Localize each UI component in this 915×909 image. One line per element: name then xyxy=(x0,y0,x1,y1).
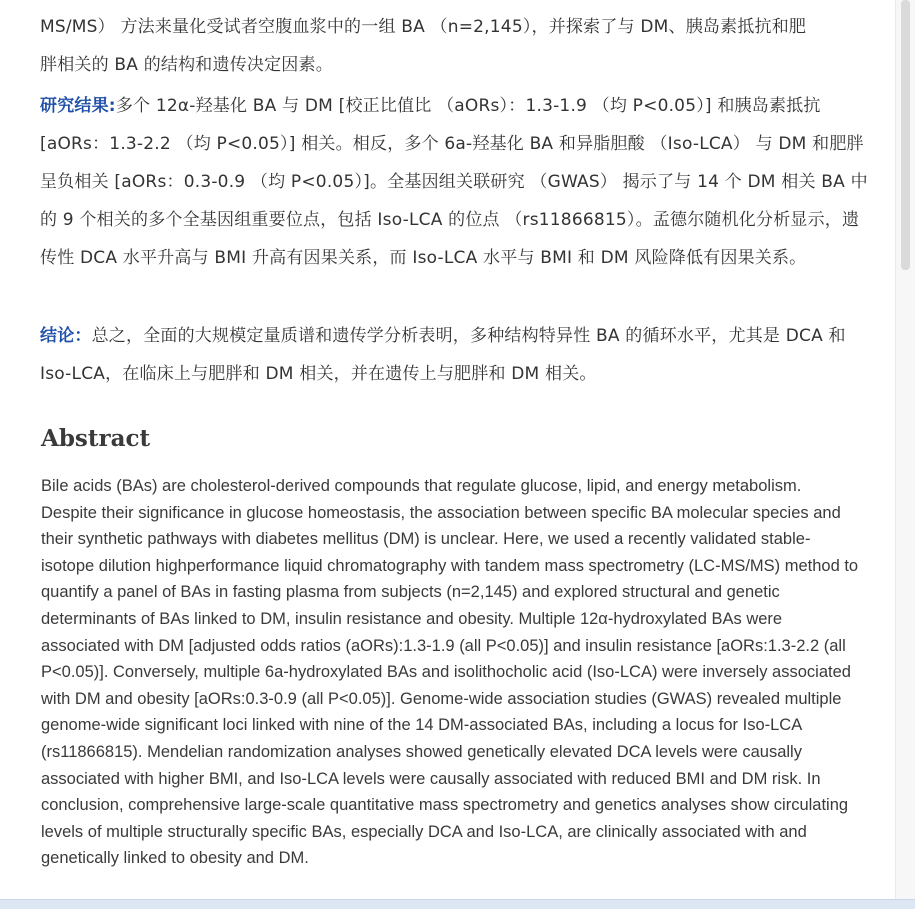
chinese-intro-line-1: MS/MS） 方法来量化受试者空腹血浆中的一组 BA （n=2,145），并探索了与 DM、胰岛素抵抗和肥 xyxy=(40,17,807,37)
scrollbar-thumb[interactable] xyxy=(901,0,910,270)
conclusion-label: 结论： xyxy=(40,326,92,346)
abstract-body: Bile acids (BAs) are cholesterol-derived compounds that regulate glucose, lipid, and energy metabolism. Despite their significance in glucose homeostasis, the association between specific BA molecular species and their synthetic pathways with diabetes mellitus (DM) is unclear. Here, we used a recently validated stable-isotope dilution highperformance liquid chromatography with tandem mass spectrometry (LC-MS/MS) method to quantify a panel of BAs in fasting plasma from subjects (n=2,145) and explored structural and genetic determinants of BAs linked to DM, insulin resistance and obesity. Multiple 12α-hydroxylated BAs were associated with DM [adjusted odds ratios (aORs):1.3-1.9 (all P<0.05)] and insulin resistance [aORs:1.3-2.2 (all P<0.05)]. Conversely, multiple 6a-hydroxylated BAs and isolithocholic acid (Iso-LCA) were inversely associated with DM and obesity [aORs:0.3-0.9 (all P<0.05)]. Genome-wide association studies (GWAS) revealed multiple genome-wide significant loci linked with nine of the 14 DM-associated BAs, including a locus for Iso-LCA (rs11866815). Mendelian randomization analyses showed genetically elevated DCA levels were causally associated with higher BMI, and Iso-LCA levels were causally associated with reduced BMI and DM risk. In conclusion, comprehensive large-scale quantitative mass spectrometry and genetics analyses show circulating levels of multiple structurally specific BAs, especially DCA and Iso-LCA, are clinically associated with and genetically linked to obesity and DM. xyxy=(41,477,859,868)
vertical-scrollbar[interactable] xyxy=(895,0,915,900)
abstract-heading: Abstract xyxy=(41,425,151,452)
results-label: 研究结果: xyxy=(40,96,116,116)
chinese-results-paragraph xyxy=(40,87,870,277)
chinese-conclusion-paragraph xyxy=(40,317,870,393)
bottom-bar xyxy=(0,899,915,909)
conclusion-text: 总之，全面的大规模定量质谱和遗传学分析表明，多种结构特异性 BA 的循环水平，尤其是 DCA 和 Iso-LCA，在临床上与肥胖和 DM 相关，并在遗传上与肥胖和 DM 相关。 xyxy=(40,326,846,384)
chinese-intro-line-2: 胖相关的 BA 的结构和遗传决定因素。 xyxy=(40,55,333,75)
results-text: 多个 12α-羟基化 BA 与 DM [校正比值比 （aORs）：1.3-1.9 （均 P<0.05）] 和胰岛素抵抗 [aORs：1.3-2.2 （均 P<0.05）] 相关。相反，多个 6a-羟基化 BA 和异脂胆酸 （Iso-LCA） 与 DM 和肥胖呈负相关 [aORs：0.3-0.9 （均 P<0.05）]。全基因组关联研究 （GWAS） 揭示了与 14 个 DM 相关 BA 中的 9 个相关的多个全基因组重要位点，包括 Iso-LCA 的位点 （rs11866815）。孟德尔随机化分析显示，遗传性 DCA 水平升高与 BMI 升高有因果关系，而 Iso-LCA 水平与 BMI 和 DM 风险降低有因果关系。 xyxy=(40,96,868,268)
